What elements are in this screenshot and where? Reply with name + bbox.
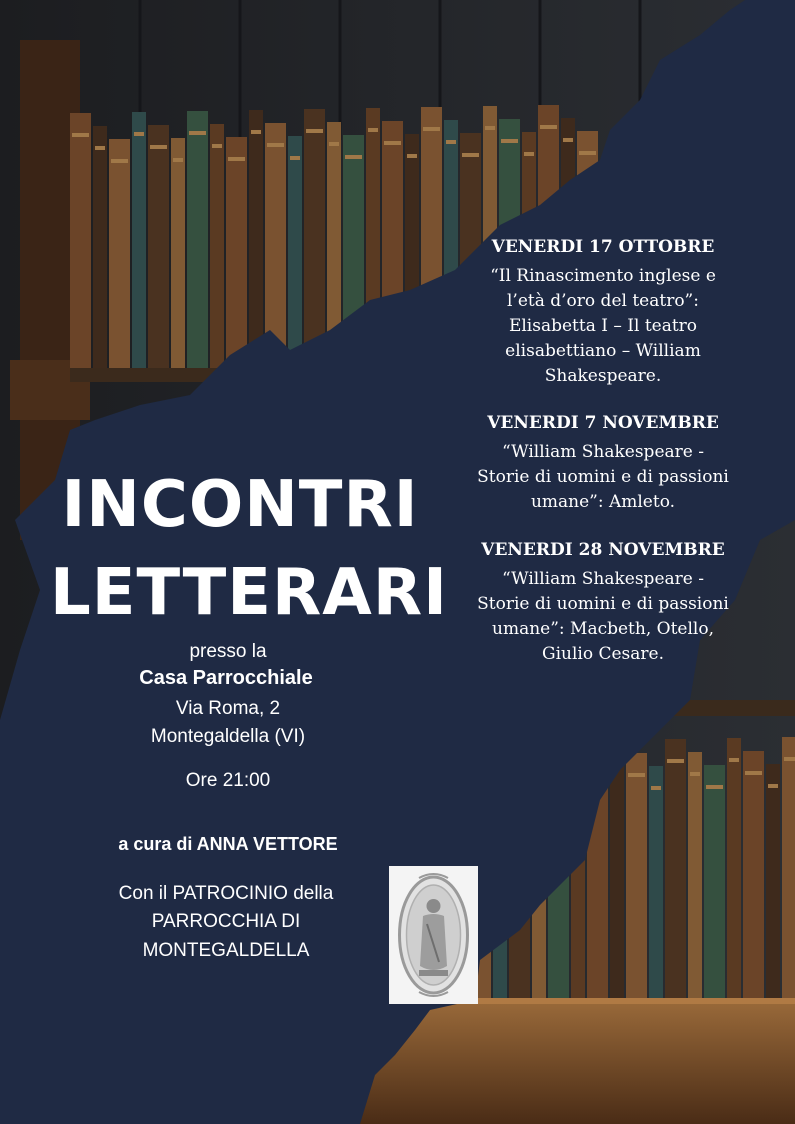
book-spine-band (501, 139, 518, 143)
book-spine (249, 110, 263, 368)
book-spine-band (706, 785, 723, 789)
event-line: Shakespeare. (544, 366, 662, 386)
book-spine-band (524, 152, 534, 156)
book-spine (70, 113, 91, 368)
book-spine-band (189, 131, 206, 135)
patronage-line-1: Con il PATROCINIO della (118, 883, 334, 904)
book-spine-band (690, 772, 700, 776)
event-line: “William Shakespeare - (502, 569, 704, 589)
book-spine-band (745, 771, 762, 775)
book-spine (704, 765, 725, 1000)
event-line: “William Shakespeare - (502, 442, 704, 462)
book-spine-band (150, 145, 167, 149)
book-spine-band (563, 138, 573, 142)
book-spine-band (212, 144, 222, 148)
event-line: Storie di uomini e di passioni (477, 594, 729, 614)
book-spine (187, 111, 208, 368)
patronage-line-3: MONTEGALDELLA (142, 940, 310, 961)
book-spine-band (368, 128, 378, 132)
book-spine-band (540, 125, 557, 129)
event-line: Giulio Cesare. (542, 644, 664, 664)
event-line: Storie di uomini e di passioni (477, 467, 729, 487)
book-spine-band (251, 130, 261, 134)
event-date: VENERDI 7 NOVEMBRE (487, 413, 719, 433)
book-spine-band (72, 133, 89, 137)
book-spine-band (95, 146, 105, 150)
book-spine-band (345, 155, 362, 159)
book-spine-band (267, 143, 284, 147)
book-spine-band (329, 142, 339, 146)
book-spine-band (384, 141, 401, 145)
book-spine (109, 139, 130, 368)
book-spine-band (111, 159, 128, 163)
event-date: VENERDI 28 NOVEMBRE (481, 540, 725, 560)
curator: a cura di ANNA VETTORE (118, 834, 338, 854)
book-spine-band (667, 759, 684, 763)
book-spine-band (768, 784, 778, 788)
book-spine (649, 766, 663, 1000)
title-line-1: INCONTRI (61, 468, 419, 542)
event-time: Ore 21:00 (185, 770, 271, 791)
book-spine-band (134, 132, 144, 136)
book-spine (665, 739, 686, 1000)
venue-address: Via Roma, 2 (175, 698, 281, 719)
book-spine-band (651, 786, 661, 790)
book-spine-band (784, 757, 795, 761)
event-description (458, 567, 748, 667)
book-spine (226, 137, 247, 368)
event-line: “Il Rinascimento inglese e (490, 266, 716, 286)
parish-seal-image (389, 866, 478, 1004)
book-spine-band (579, 151, 596, 155)
book-spine (626, 753, 647, 1000)
book-spine-band (446, 140, 456, 144)
book-spine (148, 125, 169, 368)
book-spine (93, 126, 107, 368)
book-spine (743, 751, 764, 1000)
book-spine-band (628, 773, 645, 777)
book-spine-band (407, 154, 417, 158)
book-spine-band (462, 153, 479, 157)
book-spine (288, 136, 302, 368)
venue-name: Casa Parrocchiale (139, 667, 313, 689)
event-line: umane”: Macbeth, Otello, (492, 619, 714, 639)
book-spine (688, 752, 702, 1000)
event-line: umane”: Amleto. (530, 492, 676, 512)
event-line: Elisabetta I – Il teatro (508, 316, 698, 336)
event-line: elisabettiano – William (505, 341, 701, 361)
book-spine (171, 138, 185, 368)
saint-statue-icon (389, 866, 478, 1004)
event-date: VENERDI 17 OTTOBRE (491, 237, 715, 257)
book-spine (210, 124, 224, 368)
book-spine-band (423, 127, 440, 131)
book-spine-band (173, 158, 183, 162)
event-line: l’età d’oro del teatro”: (507, 291, 699, 311)
venue-city: Montegaldella (VI) (150, 726, 306, 747)
book-spine-band (485, 126, 495, 130)
patronage-line-2: PARROCCHIA DI (151, 911, 301, 932)
book-spine-band (729, 758, 739, 762)
event-description (458, 440, 748, 515)
book-spine-band (306, 129, 323, 133)
event-description (458, 264, 748, 389)
book-spine (782, 737, 795, 1000)
book-spine (304, 109, 325, 368)
book-spine-band (290, 156, 300, 160)
venue-intro: presso la (189, 641, 267, 662)
book-spine-band (228, 157, 245, 161)
book-spine (132, 112, 146, 368)
book-spine (766, 764, 780, 1000)
book-spine (727, 738, 741, 1000)
title-line-2: LETTERARI (50, 556, 448, 630)
